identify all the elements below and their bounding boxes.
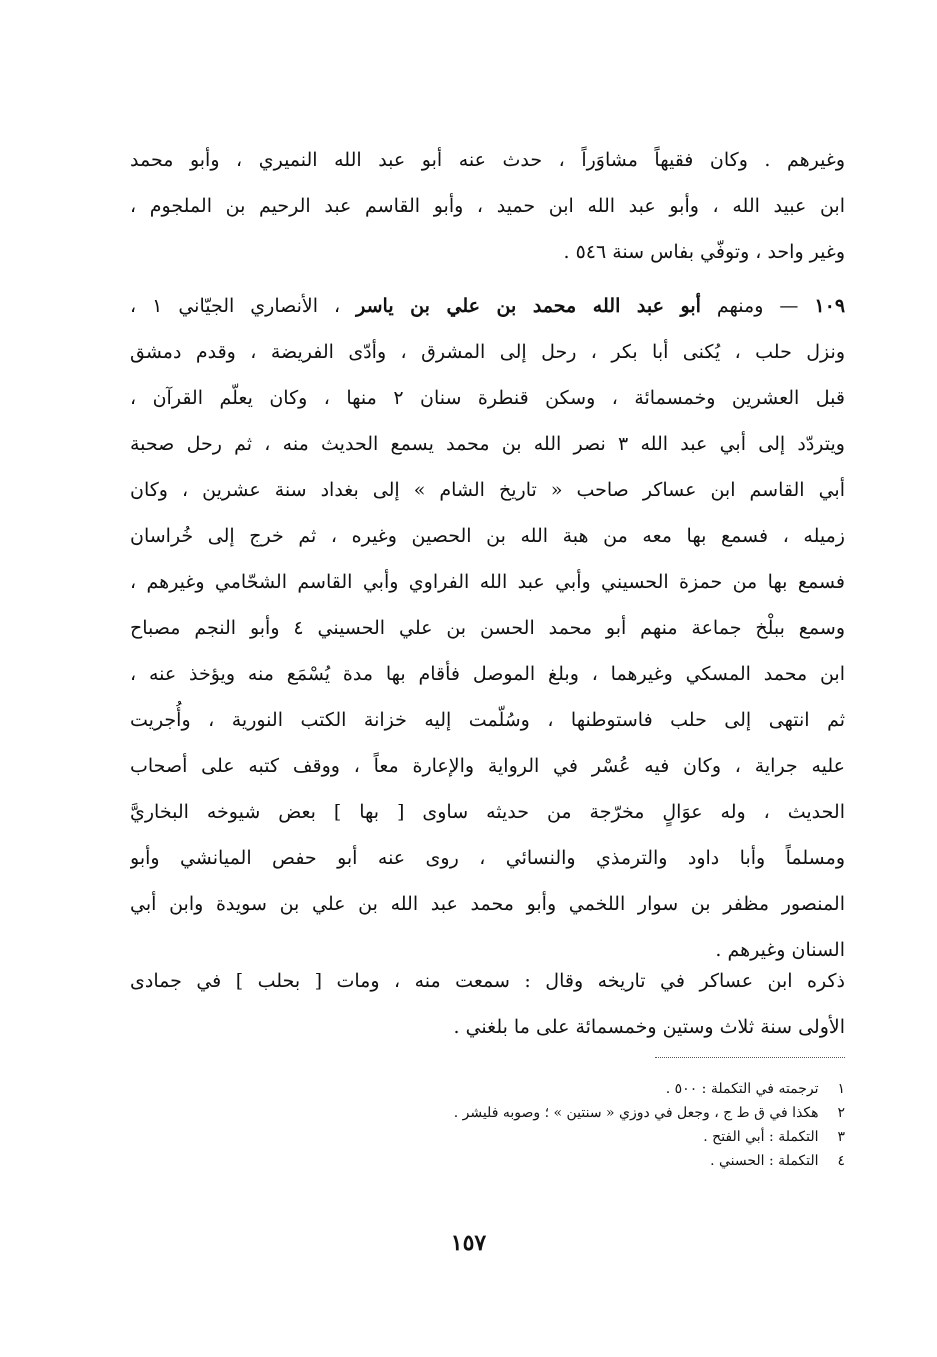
- footnote-number: ٤: [837, 1153, 845, 1169]
- entry-name: أبو عبد الله محمد بن علي بن ياسر: [356, 295, 701, 317]
- text-line: وسمع ببلْخ جماعة منهم أبو محمد الحسن بن علي الحسيني ٤ وأبو النجم مصباح: [130, 617, 845, 639]
- footnote: [245, 1125, 845, 1149]
- entry-heading-line: [130, 283, 845, 329]
- footnote-number: ٢: [837, 1105, 845, 1121]
- footnote-text: التكملة : الحسني .: [710, 1153, 819, 1169]
- entry-intro: ومنهم: [716, 295, 764, 317]
- text-line: الأولى سنة ثلاث وستين وخمسمائة على ما بلغني .: [453, 1016, 845, 1038]
- footnote: [245, 1077, 845, 1101]
- footnote-text: هكذا في ق ط ج ، وجعل في دوزي « سنتين » ؛ وصوبه فليشر .: [453, 1105, 819, 1121]
- text-line: وغير واحد ، وتوفّي بفاس سنة ٥٤٦ .: [563, 241, 845, 263]
- footnote-text: ترجمته في التكملة : ٥٠٠ .: [665, 1081, 819, 1097]
- footnotes: [245, 1077, 845, 1173]
- page-number: ١٥٧: [450, 1230, 487, 1256]
- text-line: المنصور مظفر بن سوار اللخمي وأبو محمد عبد الله بن علي بن سويدة وابن أبي: [130, 893, 845, 915]
- footnote-text: التكملة : أبي الفتح .: [703, 1129, 819, 1145]
- text-line: زميله ، فسمع بها معه من هبة الله بن الحصين وغيره ، ثم خرج إلى خُراسان: [130, 525, 845, 547]
- entry-number: ١٠٩: [814, 295, 845, 317]
- text-line: أبي القاسم ابن عساكر صاحب « تاريخ الشام » إلى بغداد سنة عشرين ، وكان: [130, 479, 845, 501]
- entry-first-line-rest: ، الأنصاري الجيّاني ١ ،: [130, 295, 341, 317]
- text-line: وغيرهم . وكان فقيهاً مشاوَراً ، حدث عنه أبو عبد الله النميري ، وأبو محمد: [130, 149, 845, 171]
- text-line: ابن محمد المسكي وغيرهما ، وبلغ الموصل فأقام بها مدة يُسْمَع منه ويؤخذ عنه ،: [130, 663, 845, 685]
- footnote-number: ٣: [837, 1129, 845, 1145]
- paragraph-continuation: [130, 137, 845, 275]
- text-line: ونزل حلب ، يُكنى أبا بكر ، رحل إلى المشرق ، وأدّى الفريضة ، وقدم دمشق: [130, 341, 845, 363]
- paragraph-closing: [130, 958, 845, 1050]
- footnote-separator: [655, 1057, 845, 1058]
- text-line: قبل العشرين وخمسمائة ، وسكن قنطرة سنان ٢ منها ، وكان يعلّم القرآن ،: [130, 387, 845, 409]
- text-line: ذكره ابن عساكر في تاريخه وقال : سمعت منه ، ومات [ بحلب ] في جمادى: [130, 970, 845, 992]
- text-line: ويتردّد إلى أبي عبد الله ٣ نصر الله بن محمد يسمع الحديث منه ، ثم رحل صحبة: [130, 433, 845, 455]
- text-line: عليه جراية ، وكان فيه عُسْر في الرواية والإعارة معاً ، ووقف كتبه على أصحاب: [130, 755, 845, 777]
- text-line: ابن عبيد الله ، وأبو عبد الله ابن حميد ، وأبو القاسم عبد الرحيم بن الملجوم ،: [130, 195, 845, 217]
- text-line: السنان وغيرهم .: [715, 939, 845, 961]
- text-line: ومسلماً وأبا داود والترمذي والنسائي ، روى عنه أبو حفص الميانشي وأبو: [130, 847, 845, 869]
- entry-dash: —: [779, 295, 799, 317]
- text-line: ثم انتهى إلى حلب فاستوطنها ، وسُلّمت إليه خزانة الكتب النورية ، وأُجريت: [130, 709, 845, 731]
- footnote: [245, 1101, 845, 1125]
- footnote: [245, 1149, 845, 1173]
- text-line: فسمع بها من حمزة الحسيني وأبي عبد الله الفراوي وأبي القاسم الشحّامي وغيرهم ،: [130, 571, 845, 593]
- footnote-number: ١: [837, 1081, 845, 1097]
- entry-109: [130, 283, 845, 973]
- text-line: الحديث ، وله عوَالٍ مخرّجة من حديثه ساوى [ بها ] بعض شيوخه البخاريَّ: [130, 801, 845, 823]
